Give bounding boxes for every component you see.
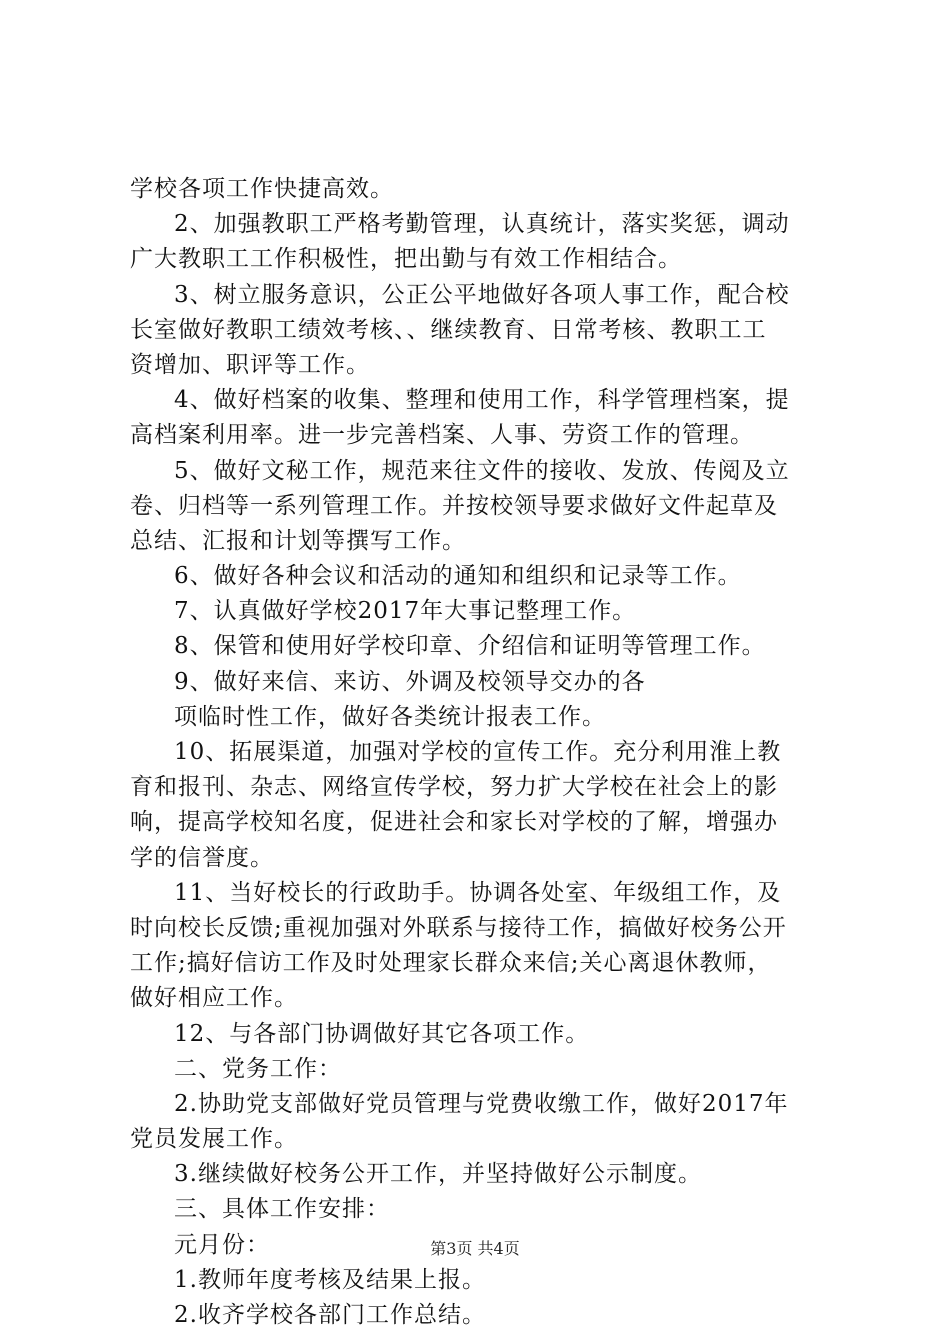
text-line: 长室做好教职工绩效考核、、继续教育、日常考核、教职工工 xyxy=(130,316,767,343)
page-footer: 第3页 共4页 xyxy=(430,1239,520,1258)
text-line: 响，提高学校知名度，促进社会和家长对学校的了解，增强办 xyxy=(130,809,778,836)
text-line: 卷、归档等一系列管理工作。并按校领导要求做好文件起草及 xyxy=(130,492,778,519)
text-line: 2.收齐学校各部门工作总结。 xyxy=(174,1302,486,1328)
text-line: 1.教师年度考核及结果上报。 xyxy=(174,1266,486,1293)
text-line: 三、具体工作安排： xyxy=(174,1196,390,1223)
text-line: 学的信誉度。 xyxy=(130,844,274,871)
text-line: 2.协助党支部做好党员管理与党费收缴工作，做好2017年 xyxy=(174,1090,789,1117)
text-line: 广大教职工工作积极性，把出勤与有效工作相结合。 xyxy=(130,246,682,273)
text-line: 3.继续做好校务公开工作，并坚持做好公示制度。 xyxy=(174,1161,702,1188)
text-line: 5、做好文秘工作，规范来往文件的接收、发放、传阅及立 xyxy=(174,457,790,484)
text-line: 学校各项工作快捷高效。 xyxy=(130,176,394,202)
text-line: 育和报刊、杂志、网络宣传学校，努力扩大学校在社会上的影 xyxy=(130,774,778,801)
text-line: 做好相应工作。 xyxy=(130,985,298,1012)
text-line: 11、当好校长的行政助手。协调各处室、年级组工作，及 xyxy=(174,879,782,906)
text-line: 资增加、职评等工作。 xyxy=(130,351,370,378)
text-line: 工作;搞好信访工作及时处理家长群众来信;关心离退休教师， xyxy=(130,950,772,977)
text-line: 高档案利用率。进一步完善档案、人事、劳资工作的管理。 xyxy=(130,422,754,449)
text-line: 二、党务工作： xyxy=(174,1055,342,1082)
text-line: 9、做好来信、来访、外调及校领导交办的各 xyxy=(174,668,646,695)
text-line: 2、加强教职工严格考勤管理，认真统计，落实奖惩，调动 xyxy=(174,211,790,238)
text-line: 7、认真做好学校2017年大事记整理工作。 xyxy=(174,598,637,625)
text-line: 元月份： xyxy=(174,1231,270,1258)
text-line: 总结、汇报和计划等撰写工作。 xyxy=(130,527,466,554)
text-line: 12、与各部门协调做好其它各项工作。 xyxy=(174,1020,590,1047)
text-line: 3、树立服务意识，公正公平地做好各项人事工作，配合校 xyxy=(174,281,790,308)
document-body xyxy=(130,172,830,1333)
text-line: 10、拓展渠道，加强对学校的宣传工作。充分利用淮上教 xyxy=(174,739,782,765)
text-line: 4、做好档案的收集、整理和使用工作，科学管理档案，提 xyxy=(174,387,790,414)
text-line: 时向校长反馈;重视加强对外联系与接待工作，搞做好校务公开 xyxy=(130,914,787,941)
text-line: 项临时性工作，做好各类统计报表工作。 xyxy=(174,703,606,730)
text-line: 6、做好各种会议和活动的通知和组织和记录等工作。 xyxy=(174,563,742,590)
text-line: 8、保管和使用好学校印章、介绍信和证明等管理工作。 xyxy=(174,633,766,660)
text-line: 党员发展工作。 xyxy=(130,1126,298,1153)
